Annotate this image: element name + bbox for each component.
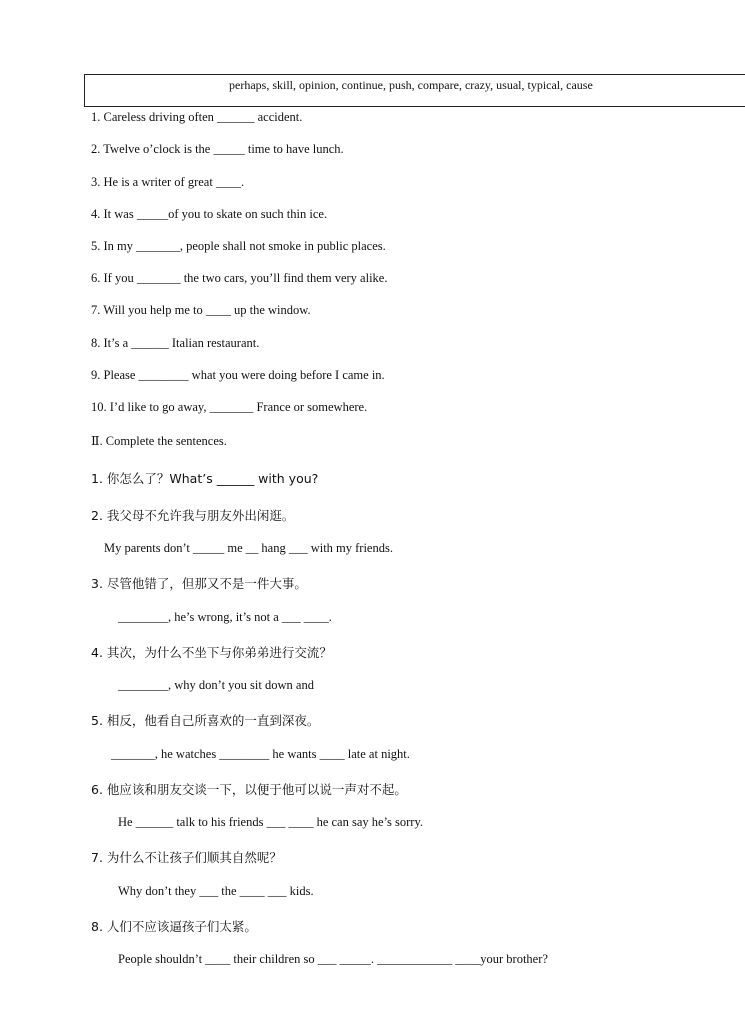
sentence-7-chinese: 7. 为什么不让孩子们顺其自然呢？ [91,850,282,865]
exercise-item-2: 2. Twelve o’clock is the _____ time to have lunch. [91,142,344,156]
sentence-6-english: He ______ talk to his friends ___ ____ he can say he’s sorry. [118,815,424,829]
exercise-item-1: 1. Careless driving often ______ accident. [91,110,303,124]
sentence-5-english: _______, he watches ________ he wants ____ late at night. [111,747,410,761]
sentence-2-english: My parents don’t _____ me __ hang ___ with my friends. [104,541,393,555]
sentence-8-english: People shouldn’t ____ their children so ___ _____. ____________ ____your brother? [118,952,548,966]
sentence-3-english: ________, he’s wrong, it’s not a ___ ____. [118,610,332,624]
sentence-6-chinese: 6. 他应该和朋友交谈一下，以便于他可以说一声对不起。 [91,782,407,797]
sentence-1-chinese: 1. 你怎么了？What’s ______ with you? [91,471,319,486]
exercise-item-7: 7. Will you help me to ____ up the window. [91,303,311,317]
exercise-item-5: 5. In my _______, people shall not smoke in public places. [91,239,386,253]
exercise-item-4: 4. It was _____of you to skate on such thin ice. [91,207,328,221]
exercise-item-6: 6. If you _______ the two cars, you’ll find them very alike. [91,271,388,285]
sentence-3-chinese: 3. 尽管他错了，但那又不是一件大事。 [91,576,307,591]
word-bank-box [84,74,745,107]
sentence-4-chinese: 4. 其次，为什么不坐下与你弟弟进行交流？ [91,645,332,660]
sentence-2-chinese: 2. 我父母不允许我与朋友外出闲逛。 [91,508,295,523]
sentence-5-chinese: 5. 相反，他看自己所喜欢的一直到深夜。 [91,713,320,728]
exercise-item-9: 9. Please ________ what you were doing before I came in. [91,368,385,382]
sentence-7-english: Why don’t they ___ the ____ ___ kids. [118,884,314,898]
word-bank-text: perhaps, skill, opinion, continue, push, compare, crazy, usual, typical, cause [229,78,593,92]
section-heading: Ⅱ. Complete the sentences. [91,434,227,448]
exercise-item-10: 10. I’d like to go away, _______ France or somewhere. [91,400,368,414]
sentence-8-chinese: 8. 人们不应该逼孩子们太紧。 [91,919,257,934]
exercise-item-8: 8. It’s a ______ Italian restaurant. [91,336,260,350]
sentence-4-english: ________, why don’t you sit down and [118,678,314,692]
exercise-item-3: 3. He is a writer of great ____. [91,175,245,189]
